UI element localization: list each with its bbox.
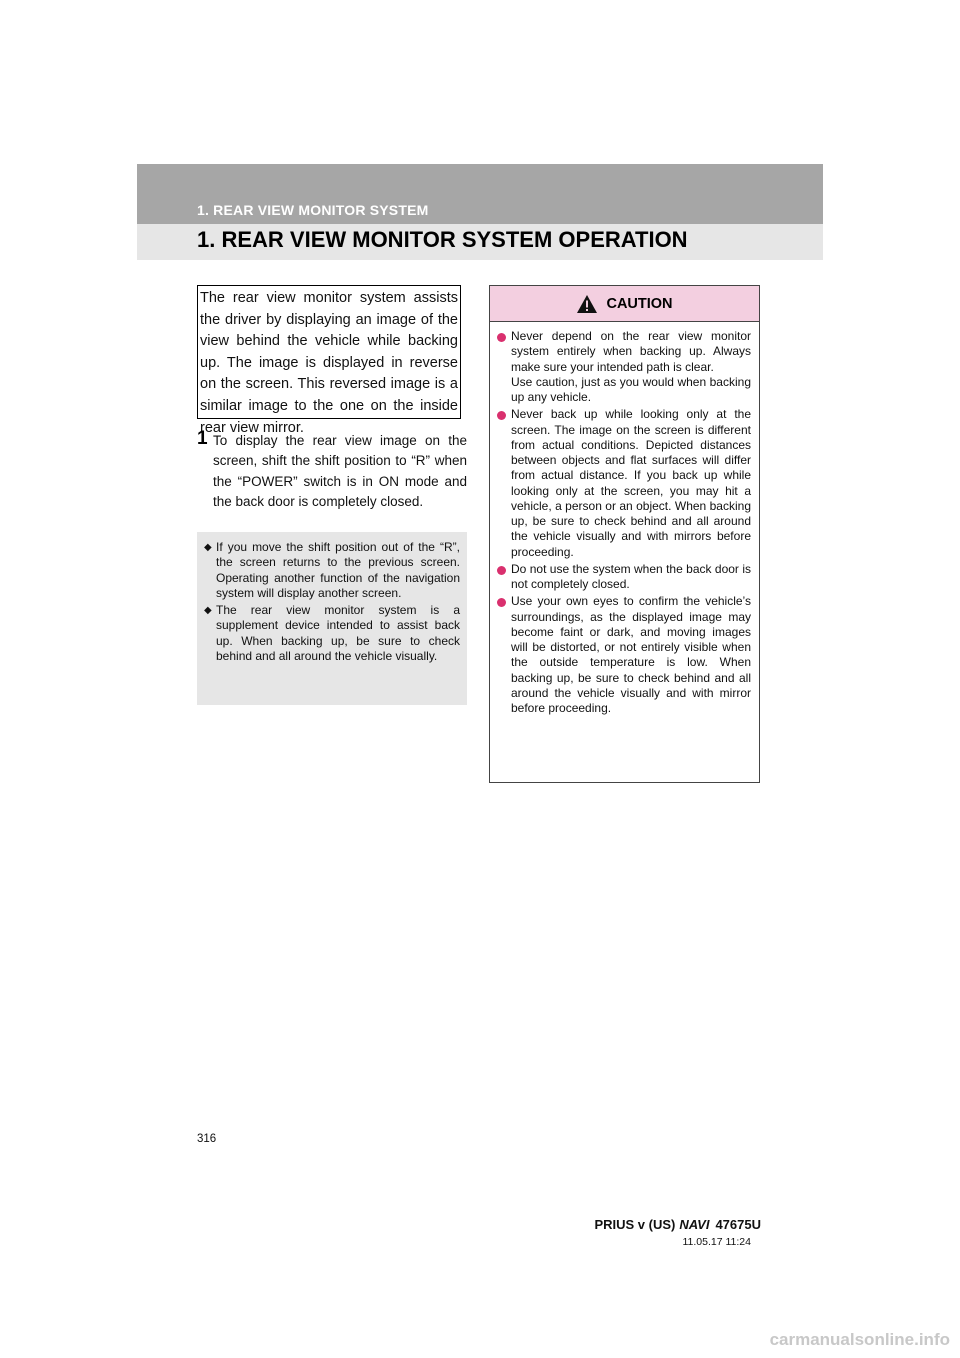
caution-box <box>489 285 760 783</box>
intro-box <box>197 285 461 436</box>
model-code: 47675U <box>715 1217 761 1232</box>
watermark: carmanualsonline.info <box>769 1330 950 1349</box>
caution-body <box>490 322 759 716</box>
note-bullet-icon: ◆ <box>204 605 212 617</box>
navi-label: NAVI <box>679 1217 710 1232</box>
caution-bullet-icon <box>497 598 506 607</box>
step-text: To display the rear view image on the screen, shift the shift position to “R” when the “POWER” switch is in ON mode and the back door is completely closed. <box>213 433 467 510</box>
caution-bullet-icon <box>497 411 506 420</box>
step-1 <box>197 428 467 513</box>
caution-item <box>497 594 751 716</box>
caution-bullet-icon <box>497 333 506 342</box>
note-item <box>204 540 460 601</box>
step-number: 1 <box>197 428 208 449</box>
footer-date: 11.05.17 11:24 <box>682 1236 751 1248</box>
note-bullet-icon: ◆ <box>204 542 212 553</box>
intro-text: The rear view monitor system assists the driver by displaying an image of the view behind the vehicle while backing up. The image is displayed in reverse on the screen. This reversed image is a similar image to the one on the inside rear view mirror. <box>200 290 458 436</box>
note-text: If you move the shift position out of the “R”, the screen returns to the previous screen. Operating another function of the navigation system will display another screen. <box>216 540 460 600</box>
caution-text: Never back up while looking only at the screen. The image on the screen is different from actual conditions. Depicted distances between objects and flat surfaces will differ from actual distance. If you back up while looking only at the screen, you may hit a vehicle, a person or an object. When backing up, be sure to check behind and all around the vehicle visually and with mirrors before proceeding. <box>511 407 751 559</box>
caution-text: Use your own eyes to confirm the vehicle’s surroundings, as the displayed image may become faint or dark, and moving images will be distorted, or not entirely visible when the outside temperature is low. When backing up, be sure to check behind and all around the vehicle visually and with mirror before proceeding. <box>511 594 751 715</box>
caution-item <box>497 329 751 405</box>
note-text: The rear view monitor system is a supplement device intended to assist back up. When backing up, be sure to check behind and all around the vehicle visually. <box>216 603 460 664</box>
caution-text: Do not use the system when the back door is not completely closed. <box>511 561 751 591</box>
caution-header <box>490 286 759 322</box>
caution-title: CAUTION <box>606 295 673 312</box>
caution-text: Use caution, just as you would when backing up any vehicle. <box>511 374 751 404</box>
page-number: 316 <box>197 1133 217 1145</box>
model-name: PRIUS v (US) <box>594 1217 676 1232</box>
section-header: 1. REAR VIEW MONITOR SYSTEM <box>197 202 429 218</box>
note-item <box>204 603 460 664</box>
caution-item <box>497 407 751 560</box>
page-title: 1. REAR VIEW MONITOR SYSTEM OPERATION <box>197 227 688 252</box>
warning-triangle-icon <box>576 294 598 314</box>
caution-bullet-icon <box>497 566 506 575</box>
caution-item <box>497 562 751 593</box>
footer-model <box>594 1217 761 1232</box>
caution-text: Never depend on the rear view monitor system entirely when backing up. Always make sure your intended path is clear. <box>511 329 751 374</box>
note-box <box>197 532 467 705</box>
